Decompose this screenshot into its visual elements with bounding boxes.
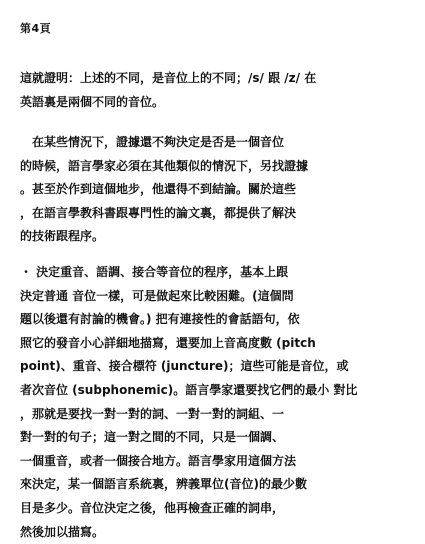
text-line: ，在語言學教科書跟專門性的論文裏，都提供了解決	[20, 205, 297, 220]
text-line: 者次音位 (subphonemic)。語言學家還要找它們的最小 對比	[20, 382, 358, 397]
text-line: 英語裏是兩個不同的音位。	[20, 94, 165, 109]
text-line: point)、重音、接合標符 (juncture)；這些可能是音位，或	[20, 359, 349, 374]
text-line: 目是多少。音位決定之後，他再檢查正確的詞串，	[20, 500, 285, 515]
text-line: ・ 決定重音、語調、接合等音位的程序，基本上跟	[20, 265, 289, 279]
text-line: 這就證明：上述的不同，是音位上的不同；/s/ 跟 /z/ 在	[20, 71, 317, 85]
paragraph-2	[20, 131, 410, 249]
text-line: 。甚至於作到這個地步，他還得不到結論。關於這些	[20, 182, 297, 196]
text-line: 決定普通 音位一樣，可是做起來比較困難。(這個問	[20, 288, 294, 303]
text-line: 然後加以描寫。	[20, 524, 105, 539]
page-number-label: 第4頁	[20, 22, 52, 35]
text-line: ，那就是要找一對一對的詞、一對一對的詞組、一	[20, 406, 285, 421]
text-line: 照它的發音小心詳細地描寫，還要加上音高度數 (pitch	[20, 335, 316, 350]
text-line: 一個重音，或者一個接合地方。語言學家用這個方法	[20, 453, 297, 468]
text-line: 在某些情況下，證據還不夠決定是否是一個音位	[20, 135, 285, 149]
text-line: 對一對的句子；這一對之間的不同，只是一個調、	[20, 430, 285, 445]
text-line: 題以後還有討論的機會。) 把有連接性的會話語句，依	[20, 312, 300, 327]
text-line: 的時候，語言學家必須在其他類似的情況下，另找證據	[20, 158, 309, 173]
paragraph-1	[20, 67, 410, 114]
text-line: 來決定，某一個語言系統裏，辨義單位(音位)的最少數	[20, 477, 307, 492]
paragraph-3	[20, 261, 410, 544]
text-line: 的技術跟程序。	[20, 229, 105, 243]
